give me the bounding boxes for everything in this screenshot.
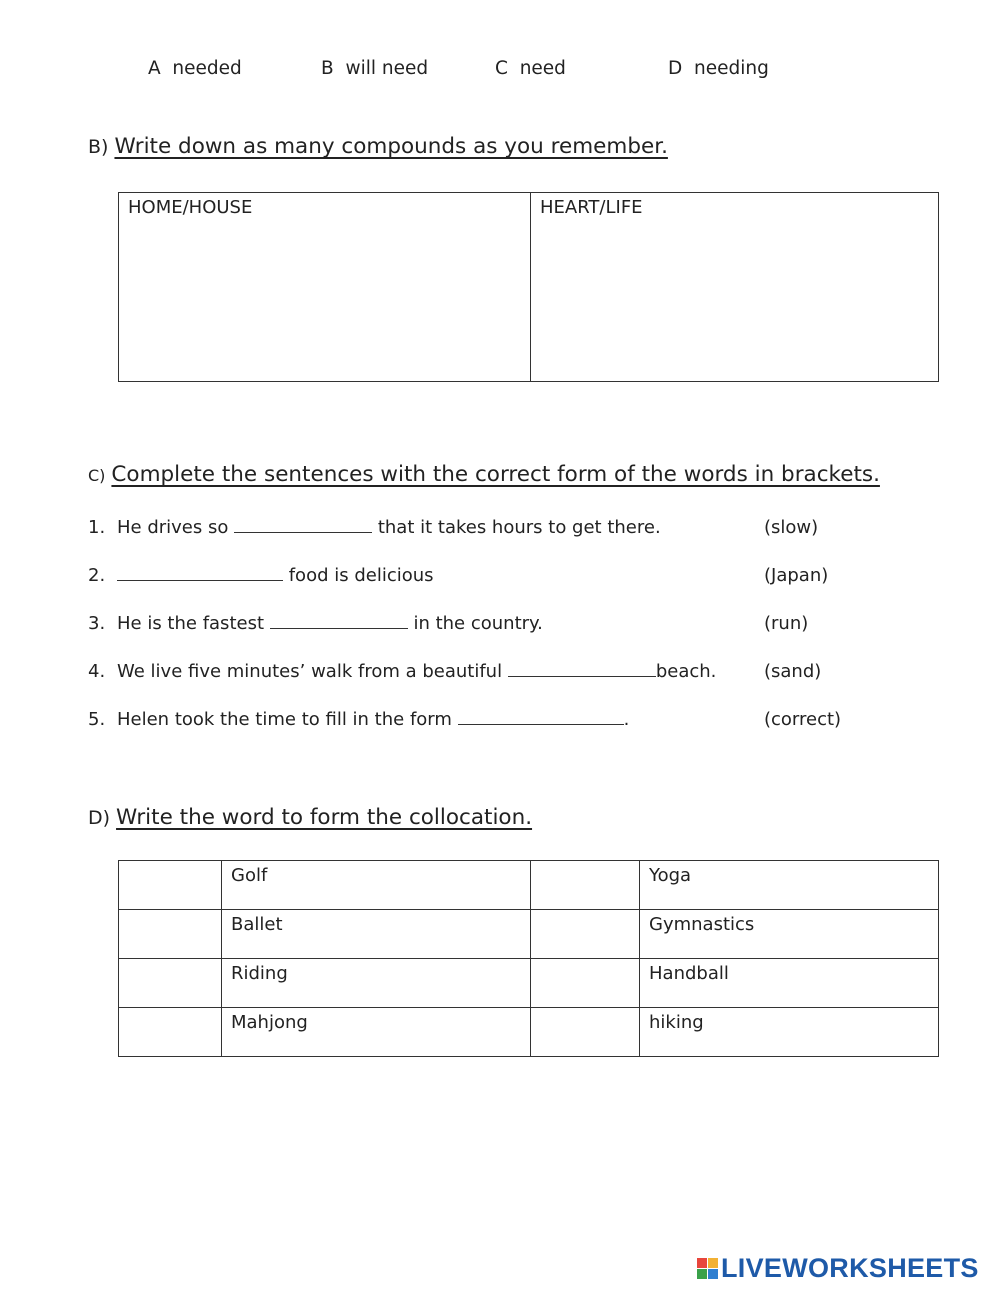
compounds-column-label: HEART/LIFE	[540, 197, 643, 218]
question-4	[88, 661, 716, 682]
logo-block	[697, 1258, 707, 1268]
question-text-before: Helen took the time to fill in the form	[117, 709, 458, 730]
section-b-header	[88, 134, 668, 159]
option-b: B will need	[321, 58, 429, 79]
answer-cell[interactable]	[119, 1008, 222, 1057]
logo-blocks-icon	[697, 1258, 718, 1279]
answer-cell[interactable]	[531, 861, 640, 910]
question-text-before: We live five minutes’ walk from a beautiful	[117, 661, 508, 682]
answer-cell[interactable]	[119, 861, 222, 910]
question-1-hint: (slow)	[764, 517, 819, 538]
question-3	[88, 613, 543, 634]
section-c-letter: C)	[88, 466, 106, 485]
answer-cell[interactable]	[531, 959, 640, 1008]
question-2	[88, 565, 434, 586]
question-number: 5.	[88, 709, 106, 730]
option-c: C need	[495, 58, 566, 79]
collocation-table	[118, 860, 939, 1057]
logo-block	[708, 1269, 718, 1279]
question-text-after: beach.	[655, 661, 717, 682]
answer-cell[interactable]	[531, 1008, 640, 1057]
question-5	[88, 709, 629, 730]
table-row	[119, 959, 939, 1008]
section-c-header	[88, 462, 880, 487]
question-number: 2.	[88, 565, 106, 586]
word-cell: Ballet	[222, 910, 531, 959]
word-cell: Handball	[640, 959, 939, 1008]
question-5-hint: (correct)	[764, 709, 842, 730]
compounds-column-label: HOME/HOUSE	[128, 197, 253, 218]
section-d-letter: D)	[88, 807, 111, 829]
question-3-hint: (run)	[764, 613, 809, 634]
table-row	[119, 1008, 939, 1057]
section-c-heading: Complete the sentences with the correct form of the words in brackets.	[111, 462, 880, 487]
word-cell: Mahjong	[222, 1008, 531, 1057]
section-b-heading: Write down as many compounds as you remember.	[114, 134, 668, 159]
option-d: D needing	[668, 58, 769, 79]
answer-blank[interactable]	[117, 566, 283, 581]
table-row	[119, 910, 939, 959]
section-b-letter: B)	[88, 136, 109, 158]
word-cell: Gymnastics	[640, 910, 939, 959]
answer-blank[interactable]	[508, 662, 656, 677]
question-number: 3.	[88, 613, 106, 634]
logo-block	[708, 1258, 718, 1268]
compounds-table	[118, 192, 939, 382]
liveworksheets-logo	[697, 1253, 979, 1284]
question-text-before: He is the fastest	[117, 613, 270, 634]
word-cell: Riding	[222, 959, 531, 1008]
answer-blank[interactable]	[234, 518, 372, 533]
logo-block	[697, 1269, 707, 1279]
question-1	[88, 517, 661, 538]
question-text-after: food is delicious	[283, 565, 434, 586]
answer-cell[interactable]	[531, 910, 640, 959]
answer-cell[interactable]	[119, 959, 222, 1008]
question-number: 4.	[88, 661, 106, 682]
answer-blank[interactable]	[270, 614, 408, 629]
section-d-heading: Write the word to form the collocation.	[116, 805, 533, 830]
question-text-before: He drives so	[117, 517, 235, 538]
answer-blank[interactable]	[458, 710, 624, 725]
answer-cell[interactable]	[119, 910, 222, 959]
question-2-hint: (Japan)	[764, 565, 829, 586]
question-text-after: in the country.	[407, 613, 543, 634]
word-cell: hiking	[640, 1008, 939, 1057]
logo-text: LIVEWORKSHEETS	[721, 1253, 979, 1283]
question-text-after: .	[623, 709, 630, 730]
table-row	[119, 861, 939, 910]
compounds-cell-home-house[interactable]	[119, 193, 531, 382]
question-4-hint: (sand)	[764, 661, 822, 682]
option-a: A needed	[148, 58, 242, 79]
question-number: 1.	[88, 517, 106, 538]
word-cell: Yoga	[640, 861, 939, 910]
word-cell: Golf	[222, 861, 531, 910]
compounds-cell-heart-life[interactable]	[531, 193, 939, 382]
question-text-after: that it takes hours to get there.	[372, 517, 661, 538]
section-d-header	[88, 805, 532, 830]
